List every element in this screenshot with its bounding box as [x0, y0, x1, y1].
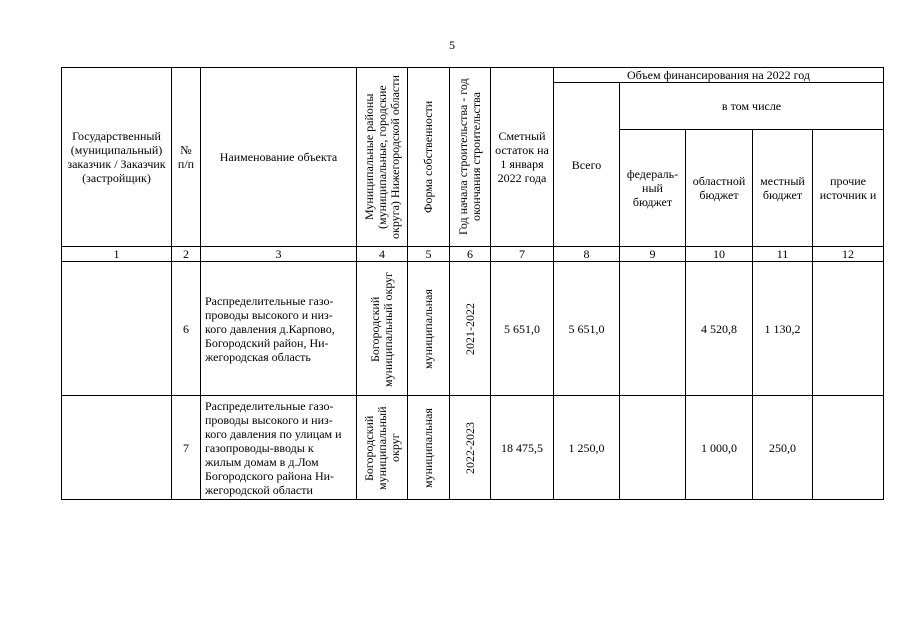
- column-number: 8: [554, 247, 620, 262]
- header-other: [813, 130, 884, 247]
- cell-district-label: Богородский муниципальный округ: [361, 405, 402, 490]
- cell-other: [813, 262, 884, 396]
- header-no-label: № п/п: [177, 143, 195, 171]
- header-including-label: в том числе: [721, 99, 782, 113]
- header-federal: [620, 130, 686, 247]
- cell-ownership: [408, 262, 450, 396]
- financing-table: [61, 67, 884, 500]
- cell-ownership-label: муниципальная: [421, 288, 435, 369]
- cell-federal: [620, 262, 686, 396]
- header-local-label: местный бюджет: [760, 174, 805, 202]
- cell-object-name: Распределительные газо- проводы высокого и низ- кого давления по улицам и газопроводы-вводы к жилым домам в д.Лом Богородского района Ни- жегородской области: [201, 396, 357, 500]
- header-row-1: [62, 68, 884, 83]
- page-number: 5: [449, 38, 455, 52]
- header-customer: [62, 68, 172, 247]
- cell-no: 7: [172, 396, 201, 500]
- cell-years: [450, 396, 491, 500]
- header-local: [753, 130, 813, 247]
- header-estimate: [491, 68, 554, 247]
- cell-estimate: 5 651,0: [491, 262, 554, 396]
- cell-local: 250,0: [753, 396, 813, 500]
- cell-other: [813, 396, 884, 500]
- header-financing-label: Объем финансирования на 2022 год: [627, 68, 811, 82]
- header-no: [172, 68, 201, 247]
- table-row: [62, 396, 884, 500]
- column-number: 10: [686, 247, 753, 262]
- column-number: 5: [408, 247, 450, 262]
- header-other-label: прочие источник и: [819, 174, 877, 202]
- header-district: [357, 68, 408, 247]
- header-years-label: Год начала строительства - год окончания строительства: [456, 78, 483, 236]
- column-number: 7: [491, 247, 554, 262]
- cell-customer: [62, 262, 172, 396]
- header-district-label: Муниципальные районы (муниципальные, городские округа) Нижегородской области: [361, 75, 402, 239]
- cell-no: 6: [172, 262, 201, 396]
- header-total: [554, 83, 620, 247]
- cell-ownership: [408, 396, 450, 500]
- header-years: [450, 68, 491, 247]
- column-number: 11: [753, 247, 813, 262]
- column-number: 12: [813, 247, 884, 262]
- cell-customer: [62, 396, 172, 500]
- column-number: 2: [172, 247, 201, 262]
- cell-district-label: Богородский муниципальный округ: [368, 270, 395, 387]
- cell-local: 1 130,2: [753, 262, 813, 396]
- header-estimate-label: Сметный остаток на 1 января 2022 года: [495, 129, 549, 185]
- column-number: 4: [357, 247, 408, 262]
- header-ownership-label: Форма собственности: [421, 100, 435, 214]
- header-regional: [686, 130, 753, 247]
- cell-federal: [620, 396, 686, 500]
- cell-total: 1 250,0: [554, 396, 620, 500]
- cell-total: 5 651,0: [554, 262, 620, 396]
- cell-regional: 4 520,8: [686, 262, 753, 396]
- cell-estimate: 18 475,5: [491, 396, 554, 500]
- header-object-name: [201, 68, 357, 247]
- header-object-name-label: Наименование объекта: [219, 150, 338, 164]
- header-customer-label: Государственный (муниципальный) заказчик / Заказчик (застройщик): [67, 129, 166, 185]
- cell-years-label: 2022-2023: [462, 421, 477, 474]
- table-row: [62, 262, 884, 396]
- header-federal-label: федераль- ный бюджет: [626, 167, 679, 209]
- header-financing: [554, 68, 884, 83]
- cell-district: [357, 396, 408, 500]
- cell-years-label: 2021-2022: [462, 302, 477, 355]
- header-including: [620, 83, 884, 130]
- header-regional-label: областной бюджет: [692, 174, 746, 202]
- column-number: 6: [450, 247, 491, 262]
- cell-district: [357, 262, 408, 396]
- column-number: 1: [62, 247, 172, 262]
- cell-regional: 1 000,0: [686, 396, 753, 500]
- cell-object-name: Распределительные газо- проводы высокого и низ- кого давления д.Карпово, Богородский район, Ни- жегородская область: [201, 262, 357, 396]
- cell-ownership-label: муниципальная: [421, 407, 435, 488]
- cell-years: [450, 262, 491, 396]
- column-number-row: [62, 247, 884, 262]
- column-number: 9: [620, 247, 686, 262]
- column-number: 3: [201, 247, 357, 262]
- header-total-label: Всего: [571, 157, 602, 172]
- header-ownership: [408, 68, 450, 247]
